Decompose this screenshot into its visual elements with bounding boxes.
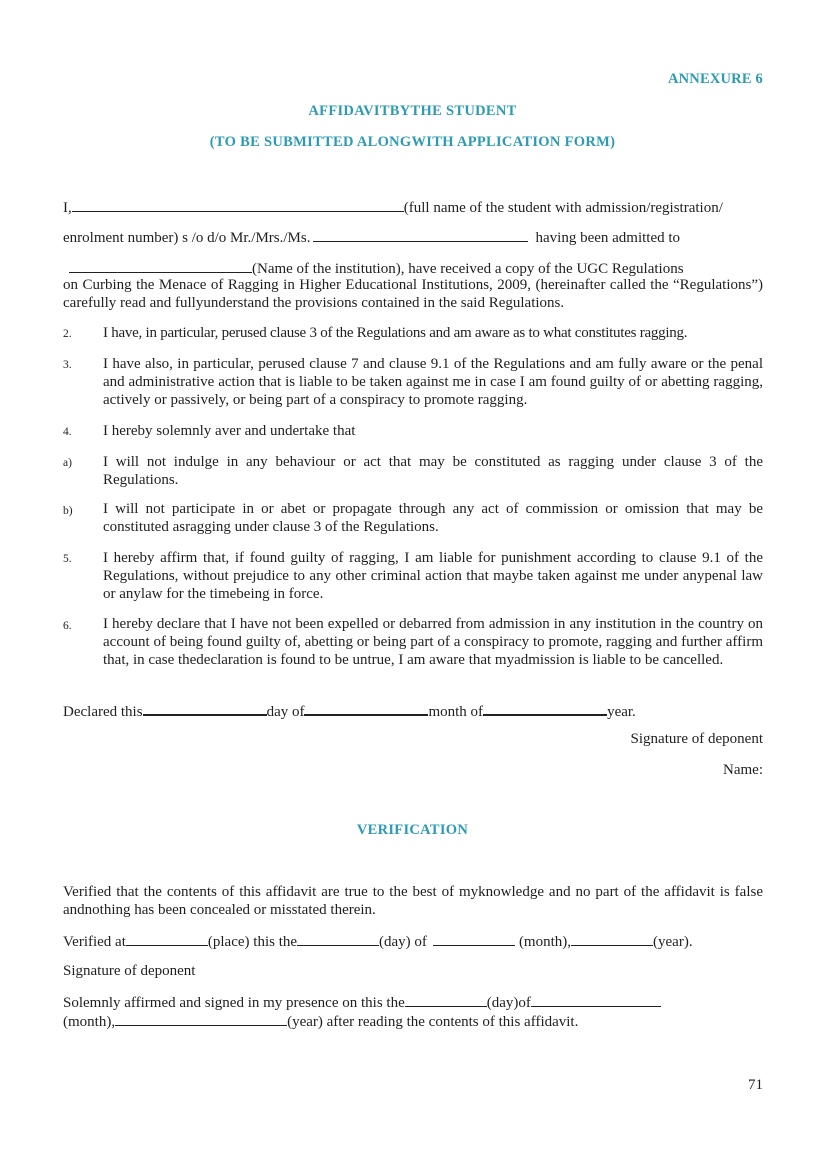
declared-prefix: Declared this (63, 704, 143, 720)
solemn-day-label: (day)of (486, 995, 531, 1011)
verified-at-line (63, 931, 763, 951)
declared-month-blank[interactable] (304, 700, 428, 716)
verified-at-prefix: Verified at (63, 934, 126, 950)
intro-i-prefix: I, (63, 200, 72, 216)
enrolment-suffix: having been admitted to (535, 230, 681, 246)
solemn-line-2 (63, 1011, 763, 1031)
solemn-month-label: (month), (63, 1014, 116, 1030)
enrolment-prefix: enrolment number) s /o d/o Mr./Mrs./Ms. (63, 230, 311, 246)
solemn-year-blank[interactable] (115, 1011, 287, 1026)
item-text: I have, in particular, perused clause 3 of the Regulations and am aware as to what constitutes ragging. (103, 325, 688, 341)
declared-year-label: year. (607, 704, 636, 720)
institution-suffix: (Name of the institution), have received a copy of the UGC Regulations (252, 261, 684, 277)
item-number: a) (63, 457, 72, 469)
page-subtitle: (TO BE SUBMITTED ALONGWITH APPLICATION FORM) (209, 134, 616, 150)
solemn-year-label: (year) after reading the contents of this affidavit. (287, 1014, 579, 1030)
solemn-prefix: Solemnly affirmed and signed in my presence on this the (63, 995, 405, 1011)
item-text: I will not indulge in any behaviour or act that may be constituted as ragging under clause 3 of the Regulations. (103, 454, 763, 488)
intro-line-enrolment (63, 227, 763, 247)
item-number: 2. (63, 328, 72, 340)
solemn-month-blank[interactable] (531, 992, 661, 1007)
verification-text: Verified that the contents of this affidavit are true to the best of myknowledge and no part of the affidavit is false andnothing has been concealed or misstated therein. (63, 884, 763, 918)
verified-place-blank[interactable] (126, 931, 208, 946)
verified-day-blank[interactable] (297, 931, 379, 946)
annexure-label: ANNEXURE 6 (667, 71, 763, 87)
item-text: I have also, in particular, perused clause 7 and clause 9.1 of the Regulations and am fully aware or the penal and administrative action that is liable to be taken against me in case I am found guilty of or abetting ragging, actively or passively, or being part of a conspiracy to promote ragging. (103, 356, 763, 408)
verification-signature-label: Signature of deponent (63, 963, 196, 979)
verified-day-label: (day) of (379, 934, 427, 950)
declared-line (63, 700, 763, 721)
verified-month-label: (month), (518, 934, 572, 950)
student-name-blank[interactable] (72, 197, 404, 212)
item-number: b) (63, 505, 73, 517)
declared-day-label: day of (266, 704, 305, 720)
solemn-day-blank[interactable] (405, 992, 487, 1007)
verified-year-blank[interactable] (571, 931, 653, 946)
intro-paragraph: on Curbing the Menace of Ragging in Higher Educational Institutions, 2009, (hereinafter called the “Regulations”) carefully read and fullyunderstand the provisions contained in the said Regulations. (63, 277, 763, 311)
item-text: I will not participate in or abet or propagate through any act of commission or omission that may be constituted asragging under clause 3 of the Regulations. (103, 501, 763, 535)
item-text: I hereby declare that I have not been expelled or debarred from admission in any institution in the country on account of being found guilty of, abetting or being part of a conspiracy to promote, ragging and further affirm that, in case thedeclaration is found to be untrue, I am aware that myadmission is liable to be cancelled. (103, 616, 763, 668)
item-number: 4. (63, 426, 72, 438)
item-text: I hereby affirm that, if found guilty of ragging, I am liable for punishment according to clause 9.1 of the Regulations, without prejudice to any other criminal action that maybe taken against me under anypenal law or anylaw for the timebeing in force. (103, 550, 763, 602)
page-title: AFFIDAVITBYTHE STUDENT (308, 103, 517, 119)
deponent-signature-label: Signature of deponent (630, 731, 763, 747)
solemn-line-1 (63, 992, 763, 1012)
verified-month-blank[interactable] (433, 931, 515, 946)
deponent-name-label: Name: (723, 762, 763, 778)
verified-place-label: (place) this the (207, 934, 298, 950)
institution-name-blank[interactable] (69, 258, 252, 273)
declared-year-blank[interactable] (483, 700, 607, 716)
parent-name-blank[interactable] (313, 227, 528, 242)
verified-year-label: (year). (653, 934, 693, 950)
item-number: 6. (63, 620, 72, 632)
verification-title: VERIFICATION (356, 822, 469, 838)
item-text: I hereby solemnly aver and undertake that (103, 423, 356, 439)
item-number: 3. (63, 359, 72, 371)
declared-day-blank[interactable] (143, 700, 267, 716)
page-number: 71 (748, 1077, 763, 1093)
intro-i-suffix: (full name of the student with admission/registration/ (403, 200, 723, 216)
intro-line-institution (63, 258, 763, 278)
declared-month-label: month of (428, 704, 484, 720)
intro-line-name (63, 197, 763, 217)
item-number: 5. (63, 553, 72, 565)
